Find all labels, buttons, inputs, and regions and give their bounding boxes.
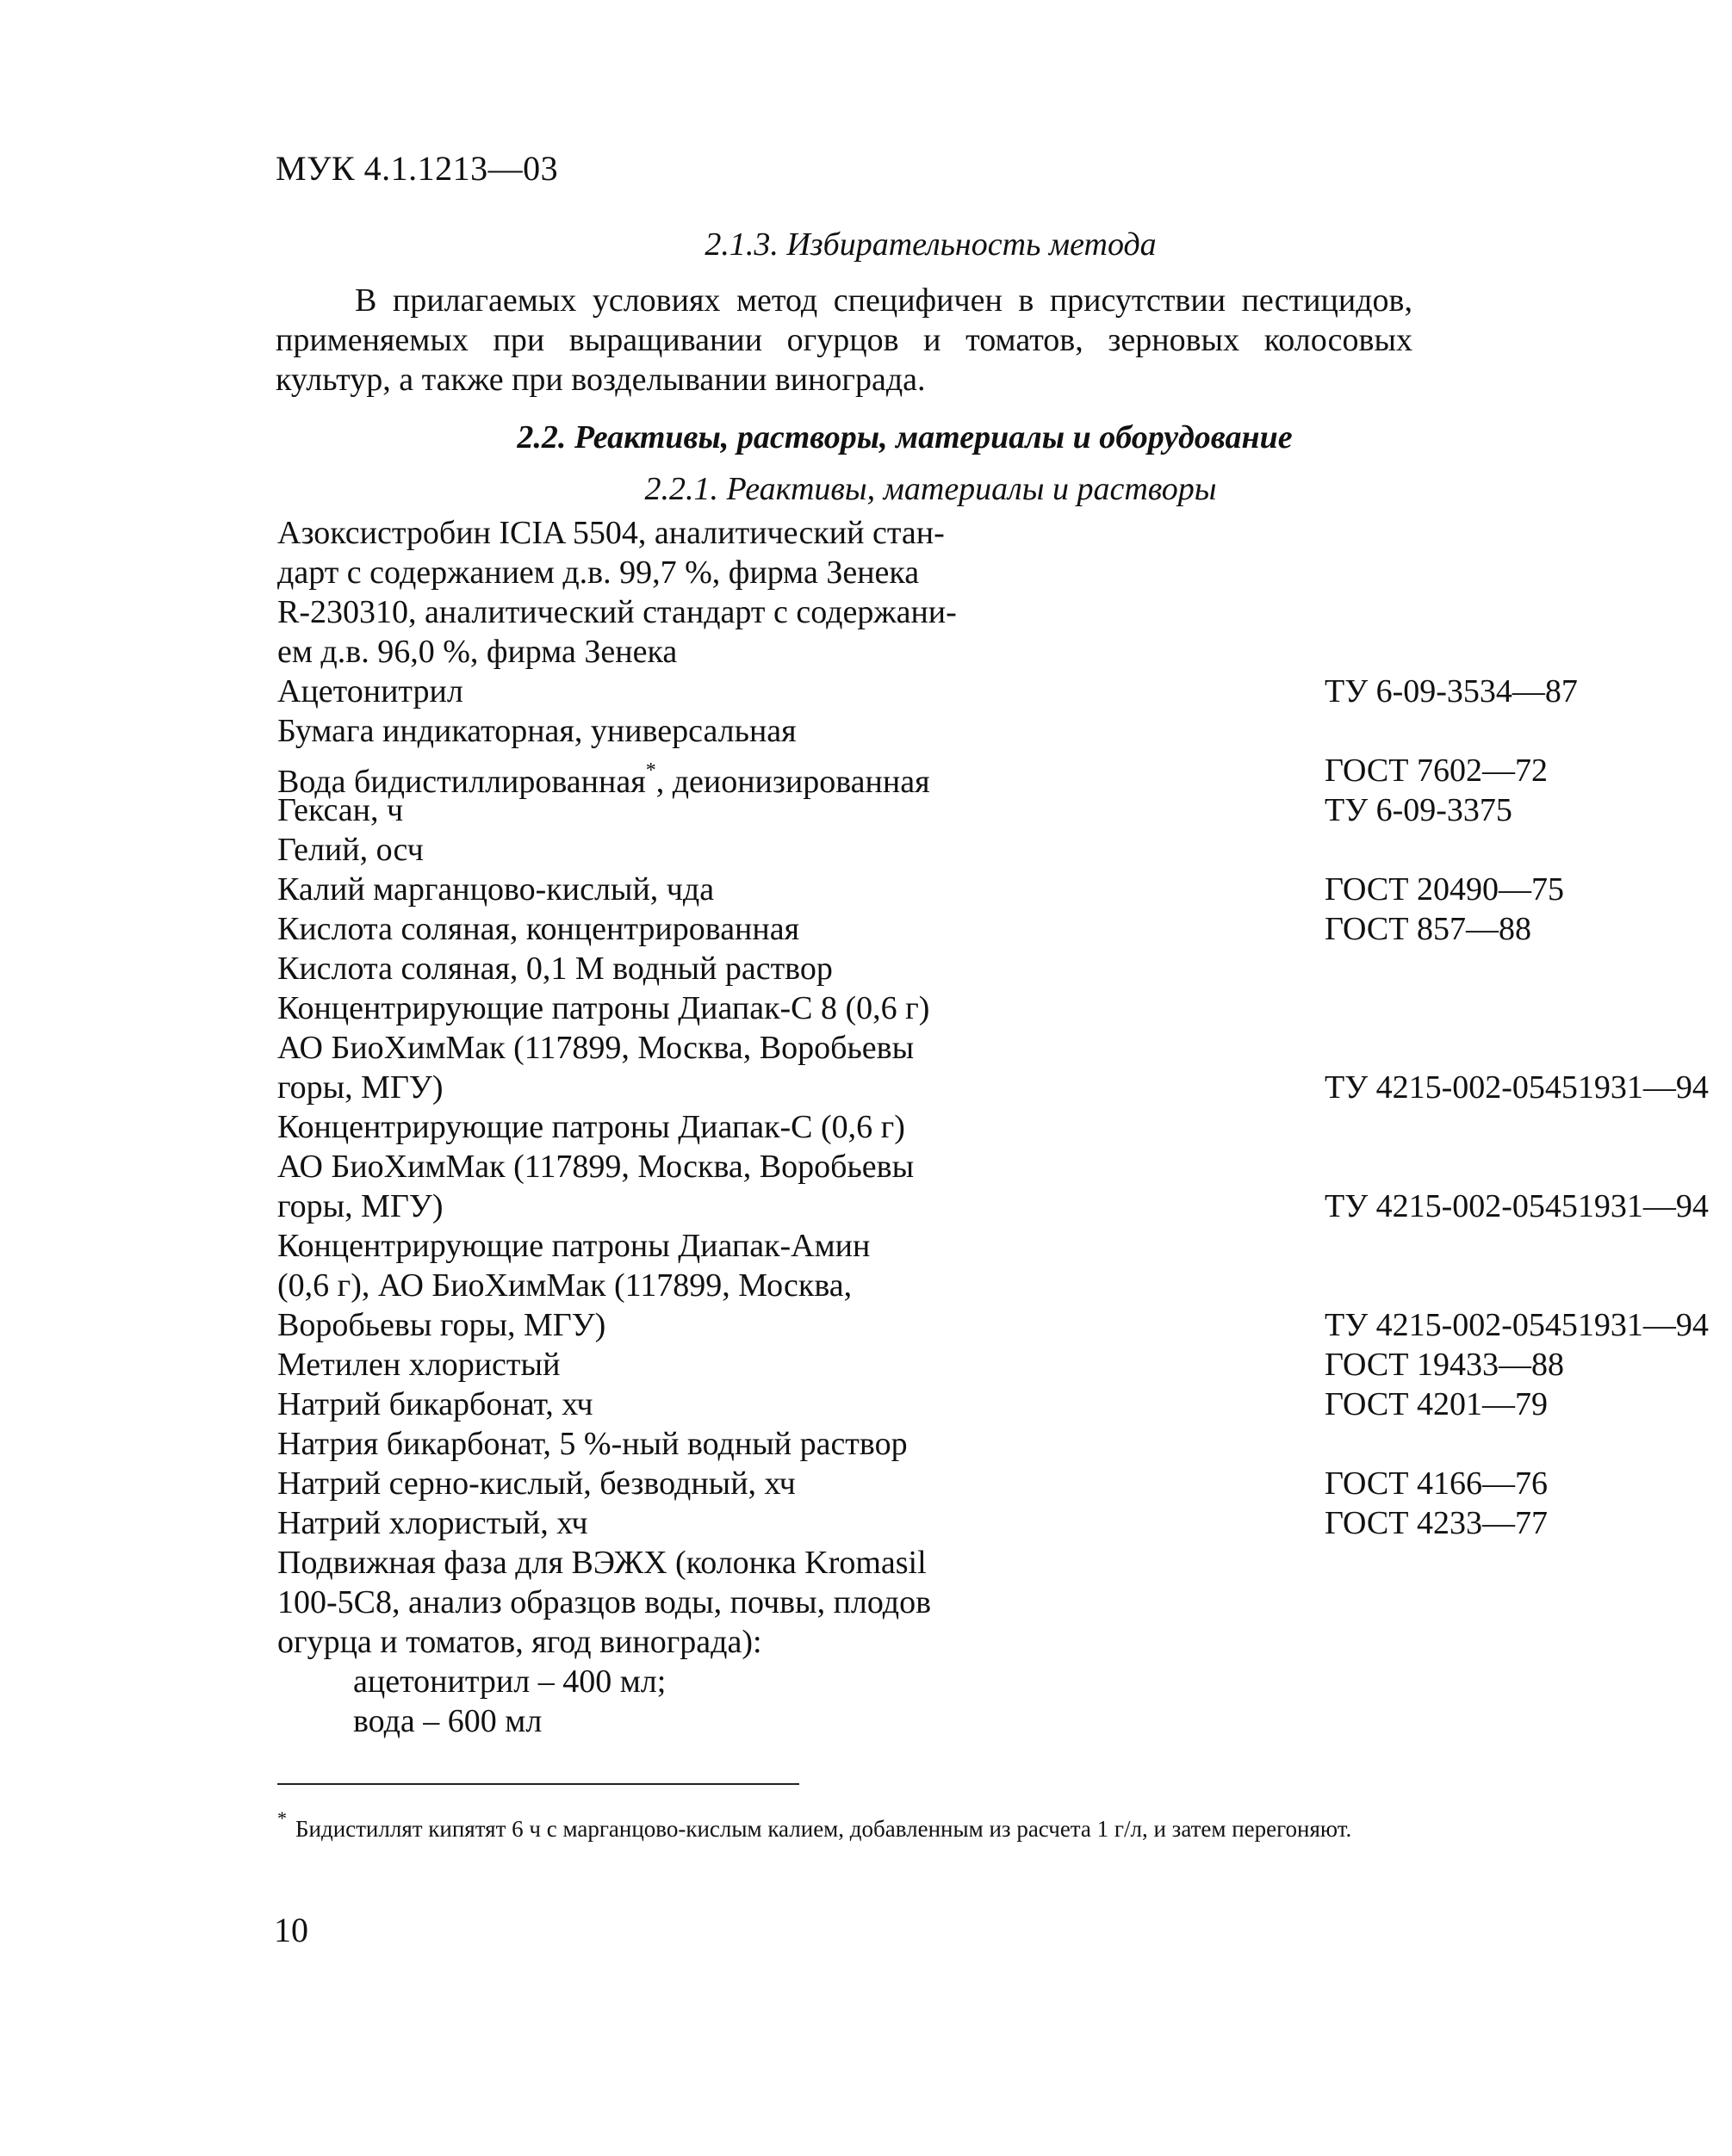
reagent-name-text: Воробьевы горы, МГУ) (277, 1307, 606, 1343)
reagent-row (277, 1464, 1548, 1503)
reagent-name-text: горы, МГУ) (277, 1188, 444, 1224)
reagent-name-text: Метилен хлористый (277, 1347, 561, 1383)
reagent-row (277, 1543, 1500, 1583)
footnote (277, 1800, 1423, 1848)
reagent-name (277, 1345, 1044, 1385)
reagent-name (277, 592, 1044, 632)
reagent-name-text: R-230310, аналитический стандарт с содержани- (277, 594, 957, 630)
reagent-name (277, 1622, 1044, 1662)
reagent-name-text: Гелий, осч (277, 832, 424, 868)
reagent-row (277, 1503, 1548, 1543)
section-2-2-title: 2.2. Реактивы, растворы, материалы и оборудование (517, 419, 1293, 455)
reagent-name-text: Ацетонитрил (277, 673, 463, 709)
reagent-standard: ГОСТ 4201—79 (1325, 1386, 1548, 1422)
reagent-name (277, 513, 1044, 553)
reagent-standard: ТУ 6-09-3375 (1325, 792, 1512, 828)
reagent-name-text: ем д.в. 96,0 %, фирма Зенека (277, 634, 678, 670)
reagent-name (277, 751, 1044, 800)
reagent-list (277, 513, 1709, 1741)
reagent-row (277, 1226, 1500, 1266)
reagent-standard: ГОСТ 857—88 (1325, 911, 1531, 947)
reagent-name (277, 1583, 1044, 1622)
reagent-row (277, 1068, 1709, 1107)
reagent-name (277, 1503, 1044, 1543)
reagent-row (277, 1701, 1500, 1741)
reagent-row (277, 988, 1500, 1028)
reagent-row (277, 870, 1564, 909)
reagent-name-text: дарт с содержанием д.в. 99,7 %, фирма Зенека (277, 554, 920, 591)
reagent-name-text: Бумага индикаторная, универсальная (277, 713, 797, 749)
reagent-row (277, 1305, 1709, 1345)
reagent-name-text: Концентрирующие патроны Диапак-С 8 (0,6 г) (277, 990, 930, 1026)
reagent-name (277, 1266, 1044, 1305)
reagent-name (277, 632, 1044, 672)
reagent-name-text: Кислота соляная, концентрированная (277, 911, 800, 947)
footnote-divider (277, 1783, 799, 1785)
reagent-name (277, 672, 1044, 711)
reagent-standard: ГОСТ 7602—72 (1325, 753, 1548, 789)
footnote-mark: * (277, 1807, 287, 1829)
reagent-name (277, 1028, 1044, 1068)
footnote-reference-mark: * (645, 759, 656, 782)
reagent-name-text: вода – 600 мл (353, 1703, 543, 1739)
reagent-row (277, 513, 1500, 553)
reagent-name (277, 553, 1044, 592)
reagent-name-text: ацетонитрил – 400 мл; (353, 1663, 667, 1700)
reagent-standard: ТУ 4215-002-05451931—94 (1325, 1069, 1709, 1106)
reagent-name-text: огурца и томатов, ягод винограда): (277, 1624, 762, 1660)
reagent-standard: ТУ 4215-002-05451931—94 (1325, 1307, 1709, 1343)
reagent-name (277, 1186, 1044, 1226)
reagent-name (277, 1464, 1044, 1503)
reagent-name (277, 790, 1044, 830)
reagent-name-text: Гексан, ч (277, 792, 404, 828)
reagent-row (277, 1424, 1500, 1464)
document-code: МУК 4.1.1213—03 (276, 149, 559, 188)
reagent-row (277, 632, 1500, 672)
reagent-row (277, 711, 1500, 751)
reagent-name (277, 1226, 1044, 1266)
reagent-row (277, 1622, 1500, 1662)
reagent-name (277, 1385, 1044, 1424)
section-2-2-1-title: 2.2.1. Реактивы, материалы и растворы (644, 471, 1217, 507)
reagent-row (277, 1583, 1500, 1622)
reagent-name-text: Кислота соляная, 0,1 М водный раствор (277, 951, 833, 987)
reagent-row (277, 1107, 1500, 1147)
reagent-name-text: АО БиоХимМак (117899, Москва, Воробьевы (277, 1149, 915, 1185)
reagent-row (277, 1028, 1500, 1068)
reagent-name-text-continued: , деионизированная (655, 764, 930, 800)
reagent-standard: ГОСТ 4166—76 (1325, 1465, 1548, 1502)
section-2-1-3-paragraph: В прилагаемых условиях метод специфичен в присутствии пестицидов, применяемых при выращивании огурцов и томатов, зерновых колосовых культур, а также при возделывании винограда. (276, 282, 1412, 398)
reagent-name-text: Натрия бикарбонат, 5 %-ный водный раствор (277, 1426, 908, 1462)
reagent-standard: ТУ 4215-002-05451931—94 (1325, 1188, 1709, 1224)
reagent-standard: ГОСТ 20490—75 (1325, 871, 1564, 908)
reagent-name (277, 1107, 1044, 1147)
reagent-name-text: Калий марганцово-кислый, чда (277, 871, 715, 908)
reagent-name (277, 830, 1044, 870)
reagent-row (277, 1266, 1500, 1305)
reagent-row (277, 1186, 1709, 1226)
reagent-name (277, 1543, 1044, 1583)
reagent-name-text: горы, МГУ) (277, 1069, 444, 1106)
reagent-name-text: (0,6 г), АО БиоХимМак (117899, Москва, (277, 1267, 853, 1304)
reagent-row (277, 553, 1500, 592)
reagent-name-text: АО БиоХимМак (117899, Москва, Воробьевы (277, 1030, 915, 1066)
reagent-name (277, 1701, 1120, 1741)
reagent-name-text: 100-5С8, анализ образцов воды, почвы, плодов (277, 1584, 932, 1620)
reagent-name (277, 1068, 1044, 1107)
reagent-row (277, 1385, 1548, 1424)
reagent-name-text: Концентрирующие патроны Диапак-С (0,6 г) (277, 1109, 905, 1145)
reagent-row (277, 1147, 1500, 1186)
reagent-name (277, 711, 1044, 751)
reagent-name (277, 1662, 1120, 1701)
reagent-name (277, 1424, 1044, 1464)
section-2-1-3-title: 2.1.3. Избирательность метода (705, 226, 1157, 263)
reagent-row (277, 751, 1548, 800)
reagent-standard: ГОСТ 4233—77 (1325, 1505, 1548, 1541)
reagent-row (277, 1662, 1500, 1701)
reagent-name-text: Натрий бикарбонат, хч (277, 1386, 593, 1422)
reagent-name (277, 870, 1044, 909)
reagent-name-text: Подвижная фаза для ВЭЖХ (колонка Kromasil (277, 1545, 927, 1581)
reagent-row (277, 830, 1500, 870)
reagent-standard: ТУ 6-09-3534—87 (1325, 673, 1578, 709)
reagent-row (277, 790, 1512, 830)
reagent-name (277, 909, 1044, 949)
reagent-row (277, 909, 1531, 949)
reagent-row (277, 672, 1578, 711)
reagent-name (277, 1305, 1044, 1345)
page-number: 10 (274, 1911, 308, 1949)
reagent-name-text: Концентрирующие патроны Диапак-Амин (277, 1228, 871, 1264)
reagent-name (277, 949, 1044, 988)
reagent-row (277, 1345, 1564, 1385)
reagent-name-text: Натрий хлористый, хч (277, 1505, 588, 1541)
reagent-name-text: Вода бидистиллированная (277, 764, 646, 800)
reagent-row (277, 592, 1500, 632)
reagent-standard: ГОСТ 19433—88 (1325, 1347, 1564, 1383)
reagent-row (277, 949, 1500, 988)
reagent-name (277, 988, 1044, 1028)
reagent-name-text: Азоксистробин ICIA 5504, аналитический стан- (277, 515, 945, 551)
footnote-text: Бидистиллят кипятят 6 ч с марганцово-кислым калием, добавленным из расчета 1 г/л, и затем перегоняют. (295, 1816, 1352, 1842)
reagent-name-text: Натрий серно-кислый, безводный, хч (277, 1465, 796, 1502)
reagent-name (277, 1147, 1044, 1186)
